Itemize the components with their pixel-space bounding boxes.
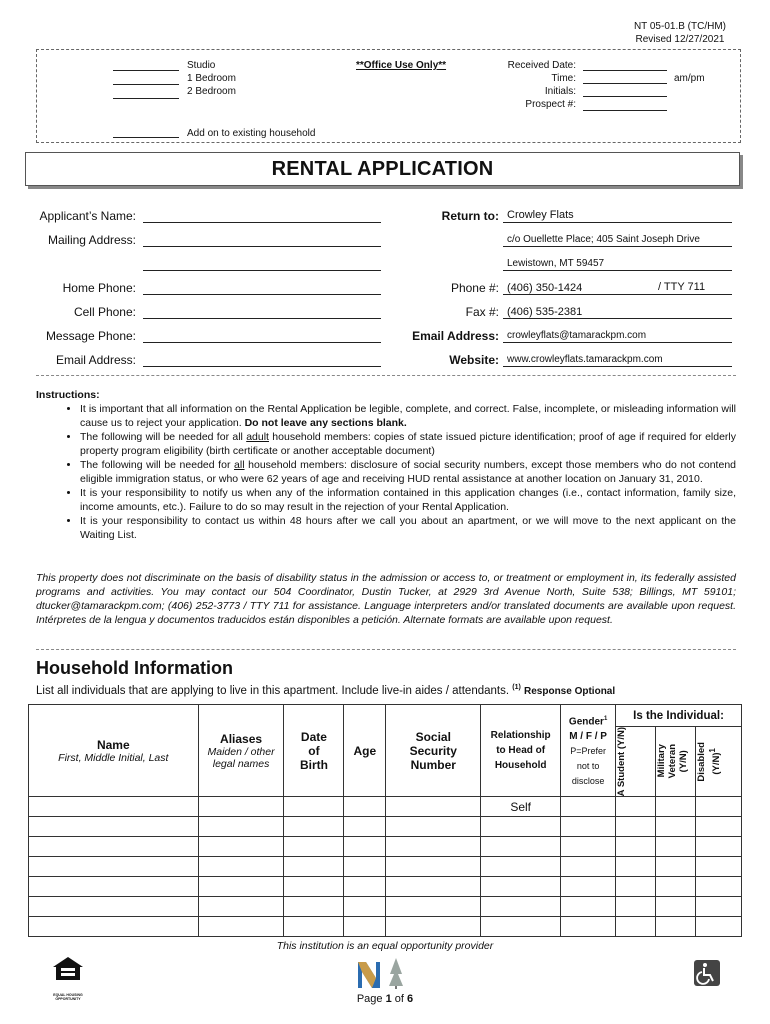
phone-label: Phone #: [450, 281, 499, 295]
table-row [29, 857, 742, 877]
col-dob: Date of Birth [284, 705, 344, 797]
col-disabled: Disabled $(Y/N)^1$ [695, 727, 741, 797]
instruction-item: • The following will be needed for all adult household members: copies of state issued picture identification; proof of age if required for elderly property program eligibility (birth certificate or another acceptable document) [80, 430, 736, 458]
phone-value: (406) 350-1424 [507, 282, 583, 294]
col-relationship: Relationship to Head of Household [481, 705, 561, 797]
footnote-mark: (1) [512, 684, 521, 691]
return-to-address-line-2 [503, 270, 732, 271]
table-row [29, 797, 742, 817]
mailing-address-field-1[interactable] [143, 246, 381, 247]
unit-2br-label: 2 Bedroom [187, 86, 236, 97]
return-to-address-line-1 [503, 246, 732, 247]
col-age: Age [344, 705, 386, 797]
cell-phone-field[interactable] [143, 318, 381, 319]
fax-label: Fax #: [465, 305, 499, 319]
return-to-label: Return to: [441, 209, 499, 223]
return-email-value[interactable]: crowleyflats@tamarackpm.com [507, 330, 647, 341]
received-date-label: Received Date: [507, 60, 576, 71]
equal-opportunity-text: This institution is an equal opportunity provider [276, 940, 494, 952]
table-row [29, 817, 742, 837]
applicant-name-field[interactable] [143, 222, 381, 223]
home-phone-label: Home Phone: [62, 281, 136, 295]
return-to-address-2: Lewistown, MT 59457 [507, 258, 605, 269]
unit-1br-label: 1 Bedroom [187, 73, 236, 84]
col-aliases: Aliases Maiden / other legal names [198, 705, 284, 797]
instruction-item: • It is your responsibility to notify us when any of the information contained in this application changes (i.e., contact information, family size, income amounts, etc.). Failure to do so may result in the rejection of your Rental Application. [80, 486, 736, 514]
instruction-item: • It is important that all information on the Rental Application be legible, complete, and correct. False, incomplete, or misleading information will cause us to reject your application. Do not leave any sections blank. [80, 402, 736, 430]
instructions-section [36, 388, 736, 542]
return-to-name: Crowley Flats [507, 209, 574, 221]
tamarack-logo-icon [356, 956, 412, 990]
tty-value: / TTY 711 [658, 281, 706, 293]
mailing-address-label: Mailing Address: [47, 233, 136, 247]
table-row [29, 877, 742, 897]
fax-line [503, 318, 732, 319]
return-to-address-1: c/o Ouellette Place; 405 Saint Joseph Drive [507, 234, 700, 245]
nondiscrimination-notice: This property does not discriminate on the basis of disability status in the admission or access to, or treatment or employment in, its federally assisted programs and activities. You may contact our 504 Coordinator, Dustin Tucker, at 2929 3rd Avenue North, Suite 538; Billings, MT 59101; dtucker@tamarackpm.com; (406) 252-3773 / TTY 711 for assistance. Language interpreters and/or translated documents are available upon request. Intérpretes de la lengua y documentos traducidos están disponibles a petición. Alternate formats are available upon request. [36, 572, 736, 626]
household-subtitle: List all individuals that are applying to live in this apartment. Include live-in aides / attendants. $^{(1)}$ Response Optional [36, 684, 616, 697]
office-use-label: **Office Use Only** [356, 60, 447, 71]
instructions-heading: Instructions: [36, 389, 100, 401]
instruction-item: • The following will be needed for all household members: disclosure of social security numbers, except those members who do not contend eligible immigration status, or who were 62 years of age and receiving HUD rental assistance at another location on January 31, 2010. [80, 458, 736, 486]
website-value[interactable]: www.crowleyflats.tamarackpm.com [507, 354, 663, 365]
message-phone-field[interactable] [143, 342, 381, 343]
home-phone-field[interactable] [143, 294, 381, 295]
accessibility-icon [694, 960, 720, 986]
applicant-name-label: Applicant’s Name: [39, 209, 136, 223]
website-line [503, 366, 732, 367]
col-is-individual: Is the Individual: [616, 705, 742, 727]
form-id-block [634, 20, 726, 46]
studio-blank[interactable] [113, 70, 179, 71]
cell-phone-label: Cell Phone: [73, 305, 136, 319]
table-row [29, 917, 742, 937]
page-title: RENTAL APPLICATION [271, 157, 494, 180]
time-field[interactable] [583, 83, 667, 84]
revised-date: Revised 12/27/2021 [635, 34, 725, 45]
property-logo [356, 956, 412, 995]
two-bedroom-blank[interactable] [113, 98, 179, 99]
return-email-line [503, 342, 732, 343]
table-row [29, 837, 742, 857]
household-title: Household Information [36, 658, 233, 678]
received-date-field[interactable] [583, 70, 667, 71]
section-divider-1 [36, 375, 736, 376]
col-gender: Gender$^1$ M / F / P P=Prefer not to disclose [561, 705, 616, 797]
col-student: A Student (Y/N) [616, 727, 656, 797]
return-to-name-line [503, 222, 732, 223]
col-ssn: Social Security Number [386, 705, 481, 797]
col-name: Name First, Middle Initial, Last [29, 705, 199, 797]
unit-studio-label: Studio [187, 60, 216, 71]
form-id: NT 05-01.B (TC/HM) [633, 21, 726, 32]
add-on-blank[interactable] [113, 137, 179, 138]
message-phone-label: Message Phone: [45, 329, 136, 343]
ampm-label: am/pm [674, 73, 705, 84]
equal-housing-caption: EQUAL HOUSING OPPORTUNITY [53, 993, 83, 1001]
mailing-address-field-2[interactable] [143, 270, 381, 271]
section-divider-2 [36, 649, 736, 650]
equal-housing-icon [50, 956, 86, 988]
fax-value: (406) 535-2381 [507, 306, 583, 318]
prospect-label: Prospect #: [525, 99, 576, 110]
table-row [29, 897, 742, 917]
initials-label: Initials: [544, 86, 576, 97]
time-label: Time: [551, 73, 576, 84]
title-box [25, 152, 740, 186]
website-label: Website: [449, 353, 499, 367]
one-bedroom-blank[interactable] [113, 84, 179, 85]
instructions-list [36, 402, 736, 542]
email-address-field[interactable] [143, 366, 381, 367]
prospect-field[interactable] [583, 110, 667, 111]
return-email-label: Email Address: [412, 329, 499, 343]
relationship-cell[interactable]: Self [481, 797, 561, 817]
page-number: Page 1 of 6 [356, 993, 414, 1005]
wheelchair-icon [694, 960, 720, 986]
add-on-label: Add on to existing household [187, 128, 316, 139]
phone-line [503, 294, 732, 295]
initials-field[interactable] [583, 96, 667, 97]
unit-type-list [187, 59, 236, 98]
col-military: Military Veteran (Y/N) [656, 727, 696, 797]
email-address-label: Email Address: [55, 353, 136, 367]
instruction-item: • It is your responsibility to contact us within 48 hours after we call you about an apartment, or we will move to the next applicant on the Waiting List. [80, 514, 736, 542]
household-table [28, 704, 742, 937]
response-optional: Response Optional [524, 685, 616, 697]
